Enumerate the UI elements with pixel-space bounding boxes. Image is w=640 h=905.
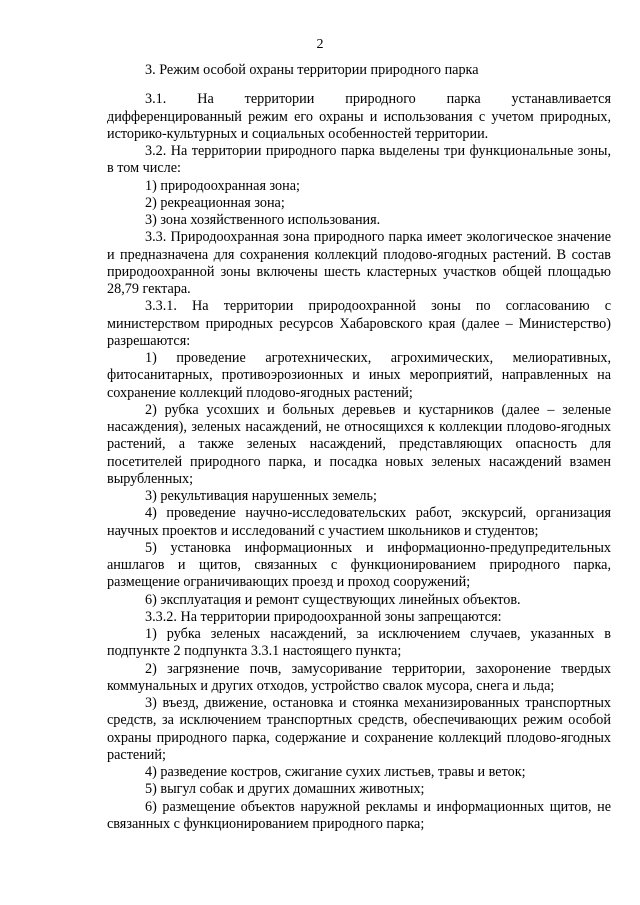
page-number: 2 [316, 37, 324, 52]
list-item: 3) въезд, движение, остановка и стоянка механизированных транспортных средств, за исключением транспортных средств, обеспечивающих режим особой охраны природного парка, содержание и сохранение коллекций плодово-ягодных растений; [107, 695, 611, 763]
list-item: 1) природоохранная зона; [145, 177, 300, 194]
paragraph-3-3-1: 3.3.1. На территории природоохранной зоны по согласованию с министерством природных ресурсов Хабаровского края (далее – Министерство) разрешаются: [107, 298, 611, 349]
list-item: 1) рубка зеленых насаждений, за исключением случаев, указанных в подпункте 2 подпункта 3.3.1 настоящего пункта; [107, 626, 611, 660]
list-item: 5) установка информационных и информационно-предупредительных аншлагов и щитов, связанных с функционированием природного парка, размещение ограничивающих проезд и проход сооружений; [107, 539, 611, 591]
list-item: 4) разведение костров, сжигание сухих листьев, травы и веток; [145, 764, 526, 780]
list-item: 6) эксплуатация и ремонт существующих линейных объектов. [145, 591, 521, 608]
list-item: 5) выгул собак и других домашних животных; [145, 781, 425, 798]
paragraph-3-3: 3.3. Природоохранная зона природного парка имеет экологическое значение и предназначена для сохранения коллекций плодово-ягодных растений. В состав природоохранной зоны включены шесть кластерных участков общей площадью 28,79 гектара. [107, 229, 611, 297]
list-item: 6) размещение объектов наружной рекламы и информационных щитов, не связанных с функционированием природного парка; [107, 798, 611, 832]
list-item: 1) проведение агротехнических, агрохимических, мелиоративных, фитосанитарных, противоэрозионных и иных мероприятий, направленных на сохранение коллекций плодово-ягодных растений; [107, 350, 611, 401]
paragraph-3-1: 3.1. На территории природного парка устанавливается дифференцированный режим его охраны и использования с учетом природных, историко-культурных и социальных особенностей территории. [107, 91, 611, 142]
section-heading: 3. Режим особой охраны территории природного парка [145, 62, 479, 78]
paragraph-3-3-2: 3.3.2. На территории природоохранной зоны запрещаются: [145, 608, 502, 625]
list-item: 3) рекультивация нарушенных земель; [145, 488, 377, 504]
paragraph-3-2: 3.2. На территории природного парка выделены три функциональные зоны, в том числе: [107, 143, 611, 177]
list-item: 2) рекреационная зона; [145, 194, 285, 211]
list-item: 3) зона хозяйственного использования. [145, 212, 381, 228]
list-item: 2) загрязнение почв, замусоривание территории, захоронение твердых коммунальных и других отходов, устройство свалок мусора, снега и льда; [107, 660, 611, 694]
document-body [107, 62, 611, 833]
list-item: 2) рубка усохших и больных деревьев и кустарников (далее – зеленые насаждения), зеленых насаждений, не относящихся к коллекции плодово-ягодных растений, а также зеленых насаждений, представляющих опасность для посетителей природного парка, и посадка новых зеленых насаждений взамен вырубленных; [107, 401, 611, 487]
list-item: 4) проведение научно-исследовательских работ, экскурсий, организация научных проектов и исследований с участием школьников и студентов; [107, 505, 611, 539]
